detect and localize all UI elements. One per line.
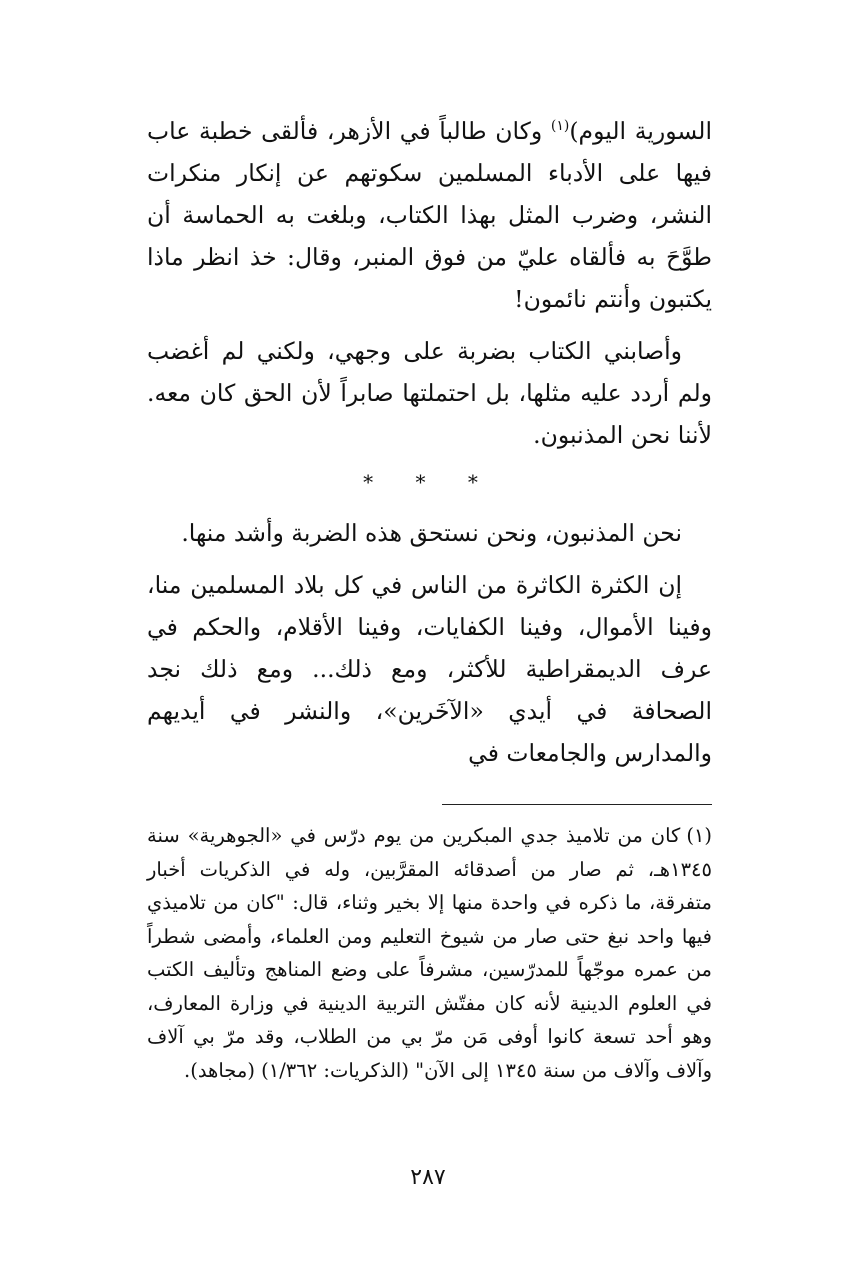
section-separator: * * * bbox=[363, 470, 496, 494]
footnote-divider bbox=[442, 804, 712, 805]
page-number: ٢٨٧ bbox=[410, 1165, 446, 1190]
footnote-marker: (١) bbox=[686, 824, 713, 847]
paragraph-1-start: السورية اليوم) bbox=[569, 117, 712, 145]
paragraph-3 bbox=[147, 512, 712, 554]
paragraph-2 bbox=[147, 330, 712, 456]
paragraph-1-rest: وكان طالباً في الأزهر، فألقى خطبة عاب فيها على الأدباء المسلمين سكوتهم عن إنكار منكرات النشر، وضرب المثل بهذا الكتاب، وبلغت به الحماسة أن طوَّحَ به فألقاه عليّ من فوق المنبر، وقال: خذ انظر ماذا يكتبون وأنتم نائمون! bbox=[147, 117, 712, 313]
paragraph-1 bbox=[147, 110, 712, 320]
paragraph-3-text: نحن المذنبون، ونحن نستحق هذه الضربة وأشد منها. bbox=[181, 519, 682, 547]
footnote-reference: (١) bbox=[550, 118, 570, 135]
footnote-text: كان من تلاميذ جدي المبكرين من يوم درّس في «الجوهرية» سنة ١٣٤٥هـ، ثم صار من أصدقائه المقرَّبين، وله في الذكريات أخبار متفرقة، ما ذكره في واحدة منها إلا بخير وثناء، قال: "كان من تلاميذي فيها واحد نبغ حتى صار من شيوخ التعليم ومن العلماء، وأمضى شطراً من عمره موجّهاً للمدرّسين، مشرفاً على وضع المناهج وتأليف الكتب في العلوم الدينية لأنه كان مفتّش التربية الدينية في وزارة المعارف، وهو أحد تسعة كانوا أوفى مَن مرّ بي من الطلاب، وقد مرّ بي آلاف وآلاف وآلاف من سنة ١٣٤٥ إلى الآن" (الذكريات: ١/٣٦٢) (مجاهد). bbox=[147, 824, 712, 1082]
paragraph-4-text: إن الكثرة الكاثرة من الناس في كل بلاد المسلمين منا، وفينا الأموال، وفينا الكفايات، وفينا الأقلام، والحكم في عرف الديمقراطية للأكثر، ومع ذلك... ومع ذلك نجد الصحافة في أيدي «الآخَرين»، والنشر في أيديهم والمدارس والجامعات في bbox=[147, 571, 712, 767]
paragraph-4 bbox=[147, 564, 712, 774]
paragraph-2-text: وأصابني الكتاب بضربة على وجهي، ولكني لم أغضب ولم أردد عليه مثلها، بل احتملتها صابراً لأن الحق كان معه. لأننا نحن المذنبون. bbox=[147, 337, 712, 449]
footnote bbox=[147, 819, 712, 1087]
page-body bbox=[147, 110, 712, 1087]
